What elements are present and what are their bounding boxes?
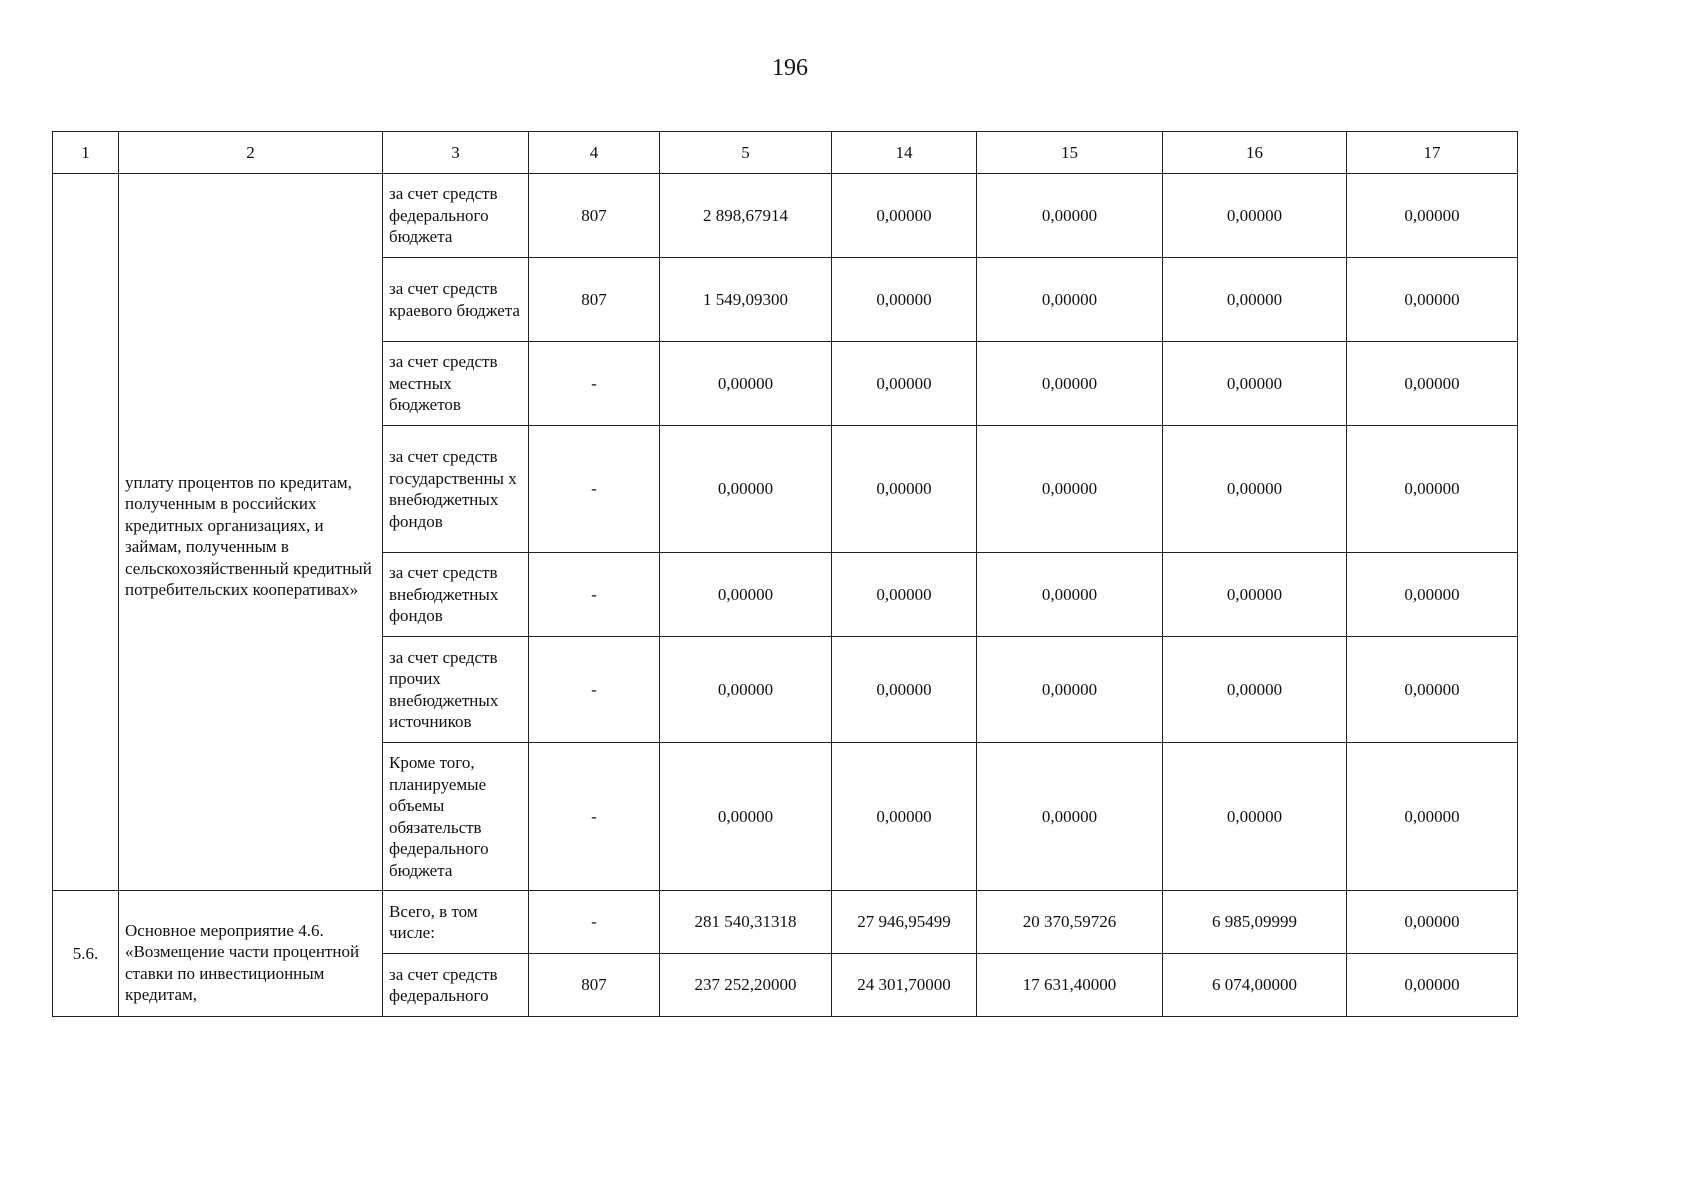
value-col-17: 0,00000	[1347, 174, 1518, 258]
value-col-5: 0,00000	[660, 426, 832, 553]
budget-code: -	[529, 891, 660, 954]
funding-source: за счет средств государственны х внебюджетных фондов	[383, 426, 529, 553]
budget-code: 807	[529, 954, 660, 1017]
value-col-5: 281 540,31318	[660, 891, 832, 954]
funding-source: за счет средств краевого бюджета	[383, 258, 529, 342]
table-header-row	[53, 132, 1518, 174]
column-header: 3	[383, 132, 529, 174]
column-header: 16	[1163, 132, 1347, 174]
page-number: 196	[772, 55, 808, 81]
value-col-17: 0,00000	[1347, 426, 1518, 553]
budget-code: 807	[529, 258, 660, 342]
item-description: уплату процентов по кредитам, полученным в российских кредитных организациях, и займам, полученным в сельскохозяйственный кредитный потребительских кооперативах»	[119, 174, 383, 891]
value-col-5: 0,00000	[660, 637, 832, 743]
column-header: 2	[119, 132, 383, 174]
value-col-14: 24 301,70000	[832, 954, 977, 1017]
value-col-17: 0,00000	[1347, 891, 1518, 954]
value-col-15: 0,00000	[977, 426, 1163, 553]
value-col-5: 0,00000	[660, 743, 832, 891]
value-col-17: 0,00000	[1347, 637, 1518, 743]
value-col-17: 0,00000	[1347, 553, 1518, 637]
funding-source: за счет средств федерального бюджета	[383, 174, 529, 258]
column-header: 17	[1347, 132, 1518, 174]
value-col-17: 0,00000	[1347, 342, 1518, 426]
funding-source: за счет средств федерального	[383, 954, 529, 1017]
budget-table	[52, 131, 1518, 1017]
value-col-15: 20 370,59726	[977, 891, 1163, 954]
value-col-15: 0,00000	[977, 637, 1163, 743]
value-col-15: 0,00000	[977, 342, 1163, 426]
value-col-14: 0,00000	[832, 743, 977, 891]
funding-source: за счет средств прочих внебюджетных источников	[383, 637, 529, 743]
budget-code: -	[529, 743, 660, 891]
value-col-16: 0,00000	[1163, 258, 1347, 342]
value-col-15: 17 631,40000	[977, 954, 1163, 1017]
value-col-5: 0,00000	[660, 553, 832, 637]
item-number-cell	[53, 174, 119, 891]
budget-code: -	[529, 342, 660, 426]
budget-code: -	[529, 553, 660, 637]
value-col-15: 0,00000	[977, 174, 1163, 258]
value-col-5: 1 549,09300	[660, 258, 832, 342]
value-col-5: 2 898,67914	[660, 174, 832, 258]
value-col-16: 0,00000	[1163, 743, 1347, 891]
value-col-14: 0,00000	[832, 637, 977, 743]
value-col-15: 0,00000	[977, 743, 1163, 891]
value-col-16: 0,00000	[1163, 637, 1347, 743]
value-col-16: 0,00000	[1163, 342, 1347, 426]
column-header: 1	[53, 132, 119, 174]
value-col-16: 6 074,00000	[1163, 954, 1347, 1017]
value-col-14: 27 946,95499	[832, 891, 977, 954]
value-col-14: 0,00000	[832, 174, 977, 258]
item-description: Основное мероприятие 4.6. «Возмещение части процентной ставки по инвестиционным кредитам,	[119, 891, 383, 1017]
value-col-16: 0,00000	[1163, 553, 1347, 637]
value-col-15: 0,00000	[977, 553, 1163, 637]
value-col-14: 0,00000	[832, 553, 977, 637]
column-header: 14	[832, 132, 977, 174]
value-col-5: 237 252,20000	[660, 954, 832, 1017]
funding-source: за счет средств местных бюджетов	[383, 342, 529, 426]
value-col-16: 0,00000	[1163, 174, 1347, 258]
value-col-15: 0,00000	[977, 258, 1163, 342]
table-row	[53, 891, 1518, 954]
column-header: 15	[977, 132, 1163, 174]
column-header: 5	[660, 132, 832, 174]
budget-code: -	[529, 426, 660, 553]
funding-source: за счет средств внебюджетных фондов	[383, 553, 529, 637]
column-header: 4	[529, 132, 660, 174]
value-col-17: 0,00000	[1347, 954, 1518, 1017]
funding-source: Всего, в том числе:	[383, 891, 529, 954]
value-col-16: 6 985,09999	[1163, 891, 1347, 954]
value-col-17: 0,00000	[1347, 743, 1518, 891]
item-number: 5.6.	[53, 891, 119, 1017]
value-col-17: 0,00000	[1347, 258, 1518, 342]
value-col-14: 0,00000	[832, 426, 977, 553]
value-col-16: 0,00000	[1163, 426, 1347, 553]
funding-source: Кроме того, планируемые объемы обязательств федерального бюджета	[383, 743, 529, 891]
value-col-5: 0,00000	[660, 342, 832, 426]
value-col-14: 0,00000	[832, 258, 977, 342]
value-col-14: 0,00000	[832, 342, 977, 426]
table-row	[53, 174, 1518, 258]
budget-code: 807	[529, 174, 660, 258]
budget-code: -	[529, 637, 660, 743]
